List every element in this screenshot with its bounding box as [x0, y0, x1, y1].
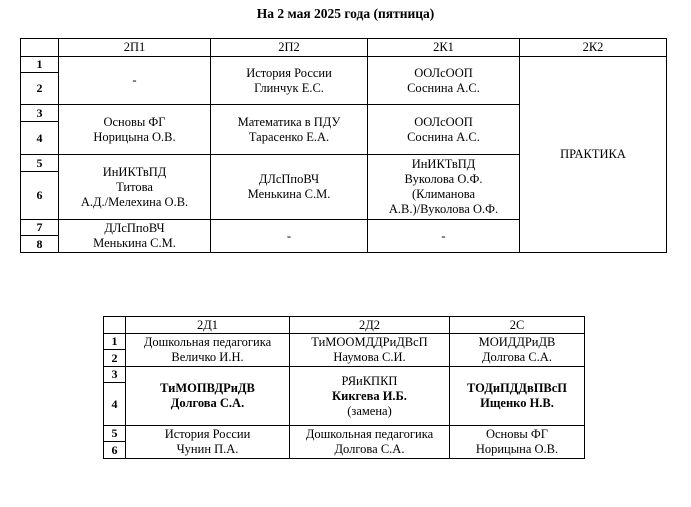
subject-text: ТиМОПВДРиДВ	[160, 381, 255, 395]
teacher-text: Титова	[116, 179, 153, 194]
lesson-cell	[211, 155, 368, 220]
subject-text: Математика в ПДУ	[237, 114, 341, 129]
cell-text: -	[286, 228, 292, 243]
teacher-text: Ищенко Н.В.	[480, 396, 554, 410]
teacher-text: А.Д./Мелехина О.В.	[80, 194, 189, 209]
subject-text: Дошкольная педагогика	[143, 335, 272, 349]
subject-text: Основы ФГ	[103, 114, 166, 129]
lesson-number: 6	[104, 442, 126, 459]
teacher-text: (Климанова	[411, 187, 476, 201]
teacher-text: Менькина С.М.	[93, 236, 176, 250]
lesson-cell	[211, 220, 368, 253]
lesson-cell	[368, 57, 520, 105]
teacher-text: Кикгева И.Б.	[332, 388, 407, 403]
practice-cell: ПРАКТИКА	[520, 57, 667, 253]
subject-text: Основы ФГ	[485, 427, 549, 441]
group-header: 2С	[450, 317, 585, 334]
subject-text: История России	[164, 427, 251, 441]
lesson-cell	[450, 367, 585, 426]
lesson-cell	[450, 334, 585, 367]
group-header: 2П1	[59, 39, 211, 57]
cell-text: -	[441, 228, 446, 243]
teacher-text: Тарасенко Е.А.	[248, 129, 330, 144]
lesson-cell	[211, 57, 368, 105]
subject-text: ТиМООМДДРиДВсП	[311, 335, 428, 349]
lesson-number: 6	[21, 172, 59, 220]
lesson-cell	[211, 105, 368, 155]
subject-text: МОИДДРиДВ	[478, 335, 556, 349]
lesson-cell	[59, 57, 211, 105]
subject-text: История России	[246, 65, 332, 80]
teacher-text: Вуколова О.Ф.	[404, 172, 483, 186]
cell-text: -	[132, 73, 137, 87]
subject-text: Дошкольная педагогика	[305, 427, 434, 441]
group-header: 2П2	[211, 39, 368, 57]
group-header: 2Д2	[290, 317, 450, 334]
lesson-number: 2	[104, 350, 126, 367]
lesson-number: 3	[21, 105, 59, 122]
subject-text: ДЛсПпоВЧ	[104, 221, 165, 235]
lesson-number: 7	[21, 220, 59, 236]
lesson-number: 5	[104, 426, 126, 442]
teacher-text: Чунин П.А.	[176, 442, 239, 456]
lesson-cell	[126, 426, 290, 459]
corner-cell	[21, 39, 59, 57]
teacher-text: Глинчук Е.С.	[254, 80, 324, 95]
teacher-text: Норицына О.В.	[93, 129, 176, 144]
lesson-number: 4	[21, 122, 59, 155]
teacher-text: Менькина С.М.	[247, 187, 331, 201]
teacher-text: Соснина А.С.	[407, 80, 480, 95]
teacher-text: Соснина А.С.	[407, 129, 480, 144]
lesson-cell	[126, 334, 290, 367]
teacher-text: Норицына О.В.	[475, 442, 559, 456]
lesson-number: 1	[104, 334, 126, 350]
teacher-text: Долгова С.А.	[334, 442, 405, 456]
teacher-text: Долгова С.А.	[482, 350, 552, 364]
schedule-table-1	[20, 38, 667, 253]
lesson-cell	[59, 155, 211, 220]
group-header: 2К1	[368, 39, 520, 57]
lesson-cell	[290, 334, 450, 367]
lesson-cell	[450, 426, 585, 459]
subject-text: ООЛсООП	[414, 114, 473, 129]
lesson-number: 5	[21, 155, 59, 172]
lesson-number: 3	[104, 367, 126, 383]
teacher-text: Наумова С.И.	[333, 350, 406, 364]
lesson-cell	[59, 105, 211, 155]
subject-text: РЯиКПКП	[341, 373, 398, 388]
subject-text: ИнИКТвПД	[411, 157, 476, 171]
lesson-number: 4	[104, 383, 126, 426]
group-header: 2К2	[520, 39, 667, 57]
lesson-cell	[126, 367, 290, 426]
teacher-text: Величко И.Н.	[171, 350, 244, 364]
page-title: На 2 мая 2025 года (пятница)	[256, 6, 435, 21]
subject-text: ИнИКТвПД	[102, 164, 167, 179]
group-header: 2Д1	[126, 317, 290, 334]
lesson-number: 1	[21, 57, 59, 73]
lesson-cell	[368, 155, 520, 220]
subject-text: ТОДиПДДвПВсП	[466, 381, 568, 395]
lesson-number: 8	[21, 236, 59, 253]
lesson-cell	[59, 220, 211, 253]
lesson-cell	[368, 105, 520, 155]
teacher-text: А.В.)/Вуколова О.Ф.	[388, 202, 499, 216]
lesson-cell	[368, 220, 520, 253]
lesson-cell	[290, 426, 450, 459]
teacher-text: Долгова С.А.	[170, 396, 245, 410]
subject-text: ДЛсПпоВЧ	[258, 172, 320, 186]
lesson-number: 2	[21, 73, 59, 105]
note-text: (замена)	[347, 403, 392, 418]
lesson-cell	[290, 367, 450, 426]
corner-cell	[104, 317, 126, 334]
schedule-table-2	[103, 316, 585, 459]
subject-text: ООЛсООП	[414, 65, 473, 80]
